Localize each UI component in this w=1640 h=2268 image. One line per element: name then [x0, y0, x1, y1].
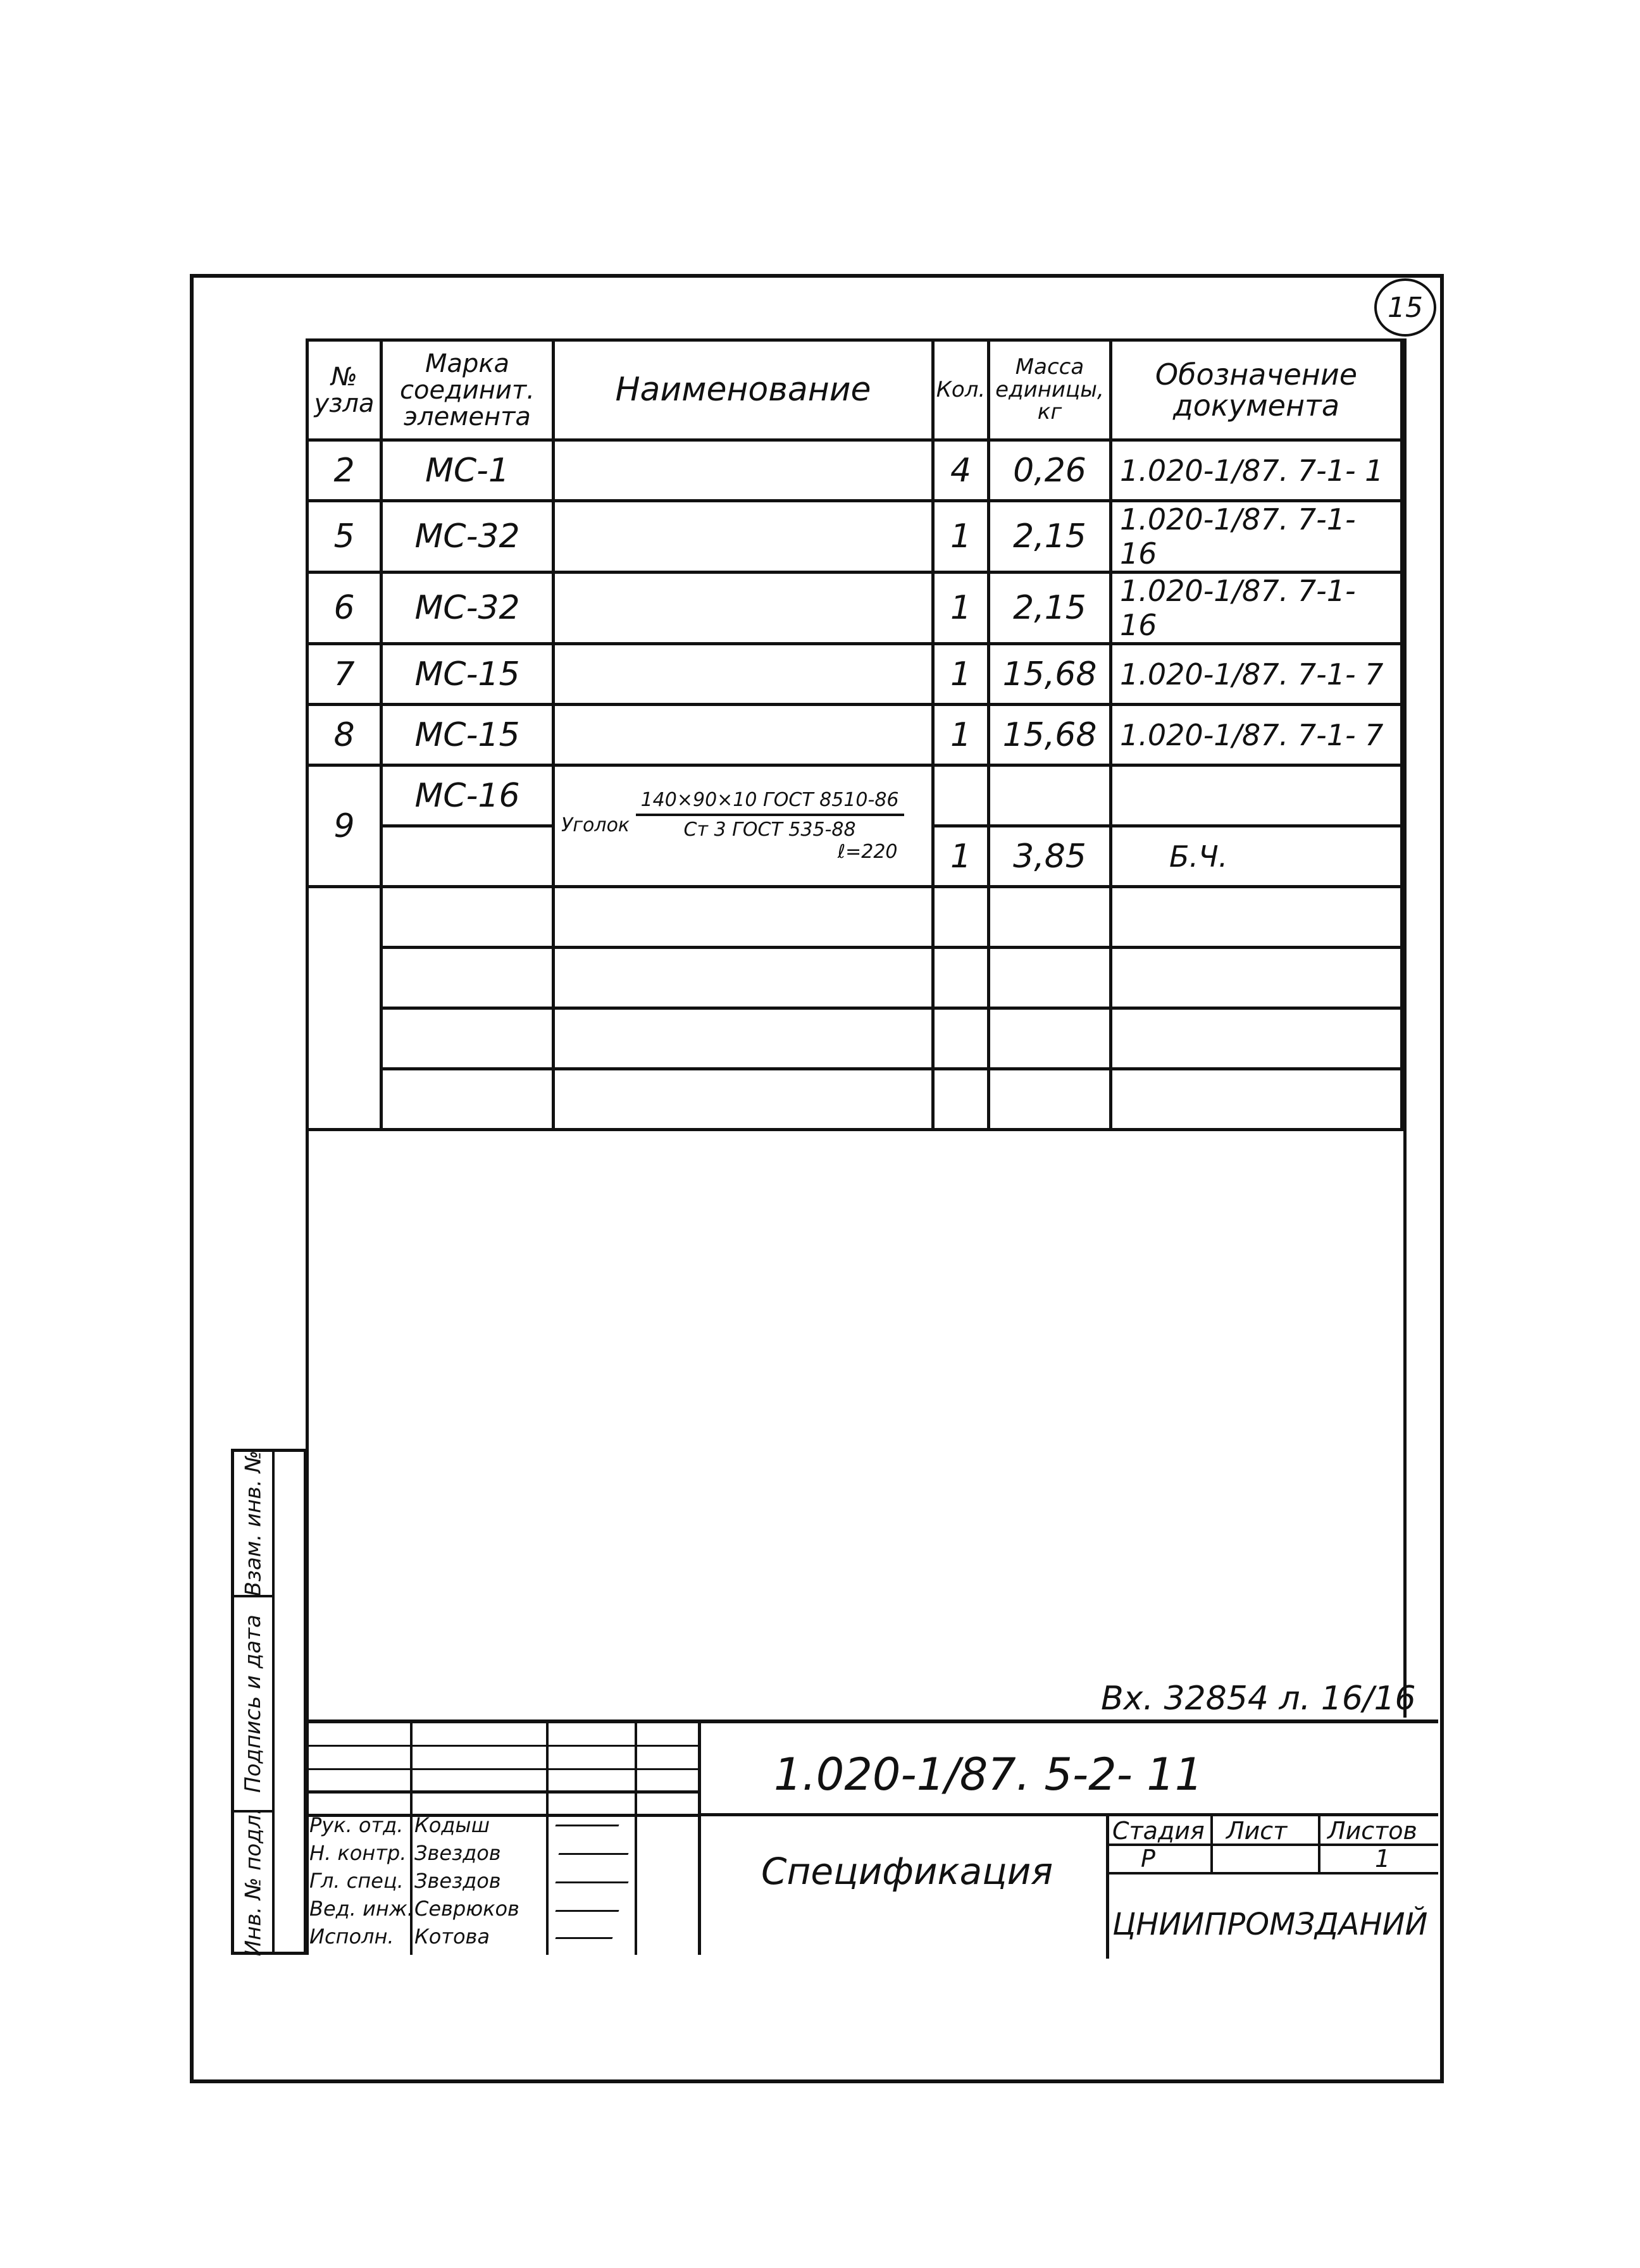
cell-mass: 15,68 — [989, 644, 1111, 705]
cell-node: 5 — [308, 501, 382, 573]
cell-qty: 1 — [933, 644, 989, 705]
cell-doc: 1.020-1/87. 7-1- 16 — [1111, 501, 1402, 573]
table-row — [308, 1008, 1402, 1069]
signature-grid — [306, 1723, 698, 1955]
angle-prefix: Уголок — [561, 814, 630, 836]
cell-node: 8 — [308, 705, 382, 765]
cell-mark: МС-15 — [382, 705, 554, 765]
cell-mark — [382, 1008, 554, 1069]
cell-qty: 4 — [933, 440, 989, 501]
document-code: 1.020-1/87. 5-2- 11 — [774, 1749, 1203, 1800]
side-strip — [231, 1449, 307, 1955]
cell-qty: 1 — [933, 826, 989, 887]
stage-label: Стадия — [1112, 1817, 1205, 1845]
cell-qty — [933, 1069, 989, 1130]
cell-qty — [933, 765, 989, 826]
table-row — [308, 501, 1402, 573]
cell-name — [554, 644, 933, 705]
cell-node: 9 — [308, 765, 382, 887]
cell-qty: 1 — [933, 573, 989, 644]
stage-col-line — [1318, 1813, 1320, 1872]
title-block — [306, 1720, 1438, 1955]
side-label-signature: Подпись и дата — [240, 1614, 266, 1793]
table-row — [308, 1069, 1402, 1130]
cell-mark: МС-15 — [382, 644, 554, 705]
sheet-number: 15 — [1374, 278, 1436, 337]
header-doc: Обозначение документа — [1111, 340, 1402, 440]
cell-name — [554, 887, 933, 948]
table-row — [308, 765, 1402, 826]
sheets-label: Листов — [1327, 1817, 1417, 1845]
cell-doc: 1.020-1/87. 7-1- 7 — [1111, 644, 1402, 705]
role-chief-spec: Гл. спец. — [309, 1869, 404, 1893]
header-mark: Марка соединит. элемента — [382, 340, 554, 440]
cell-doc — [1111, 1008, 1402, 1069]
cell-mass — [989, 948, 1111, 1008]
name-chief-spec: Звездов — [414, 1869, 501, 1893]
side-cell-inventory — [234, 1807, 272, 1957]
role-norm-control: Н. контр. — [309, 1841, 407, 1865]
cell-doc — [1111, 887, 1402, 948]
cell-node — [308, 887, 382, 1130]
cell-name — [554, 948, 933, 1008]
cell-mark — [382, 948, 554, 1008]
cell-mark — [382, 826, 554, 887]
header-mass: Масса единицы, кг — [989, 340, 1111, 440]
role-executor: Исполн. — [309, 1924, 394, 1949]
table-row — [308, 887, 1402, 948]
side-strip-divider — [272, 1452, 275, 1952]
cell-mass — [989, 887, 1111, 948]
cell-name — [554, 1069, 933, 1130]
cell-qty: 1 — [933, 705, 989, 765]
cell-qty — [933, 887, 989, 948]
cell-doc: 1.020-1/87. 7-1- 1 — [1111, 440, 1402, 501]
cell-name — [554, 1008, 933, 1069]
sig-row-empty — [306, 1723, 698, 1747]
cell-doc — [1111, 765, 1402, 826]
sig-col-line — [698, 1723, 701, 1955]
cell-mark: МС-16 — [382, 765, 554, 826]
code-divider — [698, 1813, 1438, 1816]
angle-profile: 140×90×10 ГОСТ 8510-86 — [636, 789, 904, 816]
cell-mass: 2,15 — [989, 501, 1111, 573]
table-row — [308, 644, 1402, 705]
header-name: Наименование — [554, 340, 933, 440]
cell-qty — [933, 1008, 989, 1069]
cell-doc: 1.020-1/87. 7-1- 7 — [1111, 705, 1402, 765]
angle-steel: Ст 3 ГОСТ 535-88 — [683, 819, 856, 841]
cell-node: 7 — [308, 644, 382, 705]
inbox-note: Вх. 32854 л. 16/16 — [1101, 1680, 1416, 1718]
cell-mark — [382, 887, 554, 948]
cell-node: 6 — [308, 573, 382, 644]
cell-name-angle — [554, 765, 933, 887]
table-row — [308, 948, 1402, 1008]
cell-mass: 3,85 — [989, 826, 1111, 887]
cell-mark: МС-1 — [382, 440, 554, 501]
name-lead-eng: Севрюков — [414, 1897, 519, 1921]
table-row — [308, 573, 1402, 644]
cell-mass — [989, 1008, 1111, 1069]
sheet-label: Лист — [1226, 1817, 1288, 1845]
cell-mark: МС-32 — [382, 501, 554, 573]
cell-qty — [933, 948, 989, 1008]
stage-col-line — [1210, 1813, 1213, 1872]
sig-row-empty — [306, 1770, 698, 1794]
frame-inner-right-line — [1403, 338, 1407, 1718]
cell-mass: 0,26 — [989, 440, 1111, 501]
table-row — [308, 440, 1402, 501]
name-norm-control: Звездов — [414, 1841, 501, 1865]
cell-name — [554, 573, 933, 644]
side-label-inventory: Инв. № подл. — [240, 1807, 266, 1957]
cell-mass: 2,15 — [989, 573, 1111, 644]
cell-mass — [989, 1069, 1111, 1130]
sig-col-line — [635, 1723, 637, 1955]
sig-col-line — [546, 1723, 549, 1955]
side-label-replace: Взам. инв. № — [240, 1450, 266, 1597]
cell-name — [554, 501, 933, 573]
cell-mass: 15,68 — [989, 705, 1111, 765]
angle-length: ℓ=220 — [837, 841, 898, 863]
table-header-row — [308, 340, 1402, 440]
name-head-dept: Кодыш — [414, 1813, 490, 1837]
document-title: Спецификация — [761, 1850, 1053, 1893]
role-head-dept: Рук. отд. — [309, 1813, 404, 1837]
sheets-value: 1 — [1375, 1845, 1391, 1873]
cell-qty: 1 — [933, 501, 989, 573]
sig-row-empty — [306, 1747, 698, 1770]
cell-doc — [1111, 948, 1402, 1008]
title-divider — [1106, 1813, 1109, 1959]
organization: ЦНИИПРОМЗДАНИЙ — [1112, 1907, 1428, 1942]
signature-mark — [555, 1825, 619, 1826]
table-row — [308, 705, 1402, 765]
cell-mass — [989, 765, 1111, 826]
signature-mark — [555, 1910, 619, 1912]
role-lead-eng: Вед. инж. — [309, 1897, 414, 1921]
signature-mark — [555, 1937, 612, 1939]
cell-doc: Б.Ч. — [1111, 826, 1402, 887]
specification-table — [306, 338, 1403, 1131]
header-node: № узла — [308, 340, 382, 440]
stage-value: Р — [1141, 1845, 1155, 1873]
cell-mark: МС-32 — [382, 573, 554, 644]
header-qty: Кол. — [933, 340, 989, 440]
signature-mark — [555, 1881, 628, 1883]
angle-fraction — [636, 789, 904, 863]
cell-name — [554, 440, 933, 501]
cell-doc — [1111, 1069, 1402, 1130]
side-cell-signature — [234, 1597, 272, 1813]
cell-node: 2 — [308, 440, 382, 501]
cell-mark — [382, 1069, 554, 1130]
signature-mark — [558, 1853, 628, 1855]
side-cell-replace — [234, 1452, 272, 1597]
cell-name — [554, 705, 933, 765]
name-executor: Котова — [414, 1924, 490, 1949]
cell-doc: 1.020-1/87. 7-1- 16 — [1111, 573, 1402, 644]
